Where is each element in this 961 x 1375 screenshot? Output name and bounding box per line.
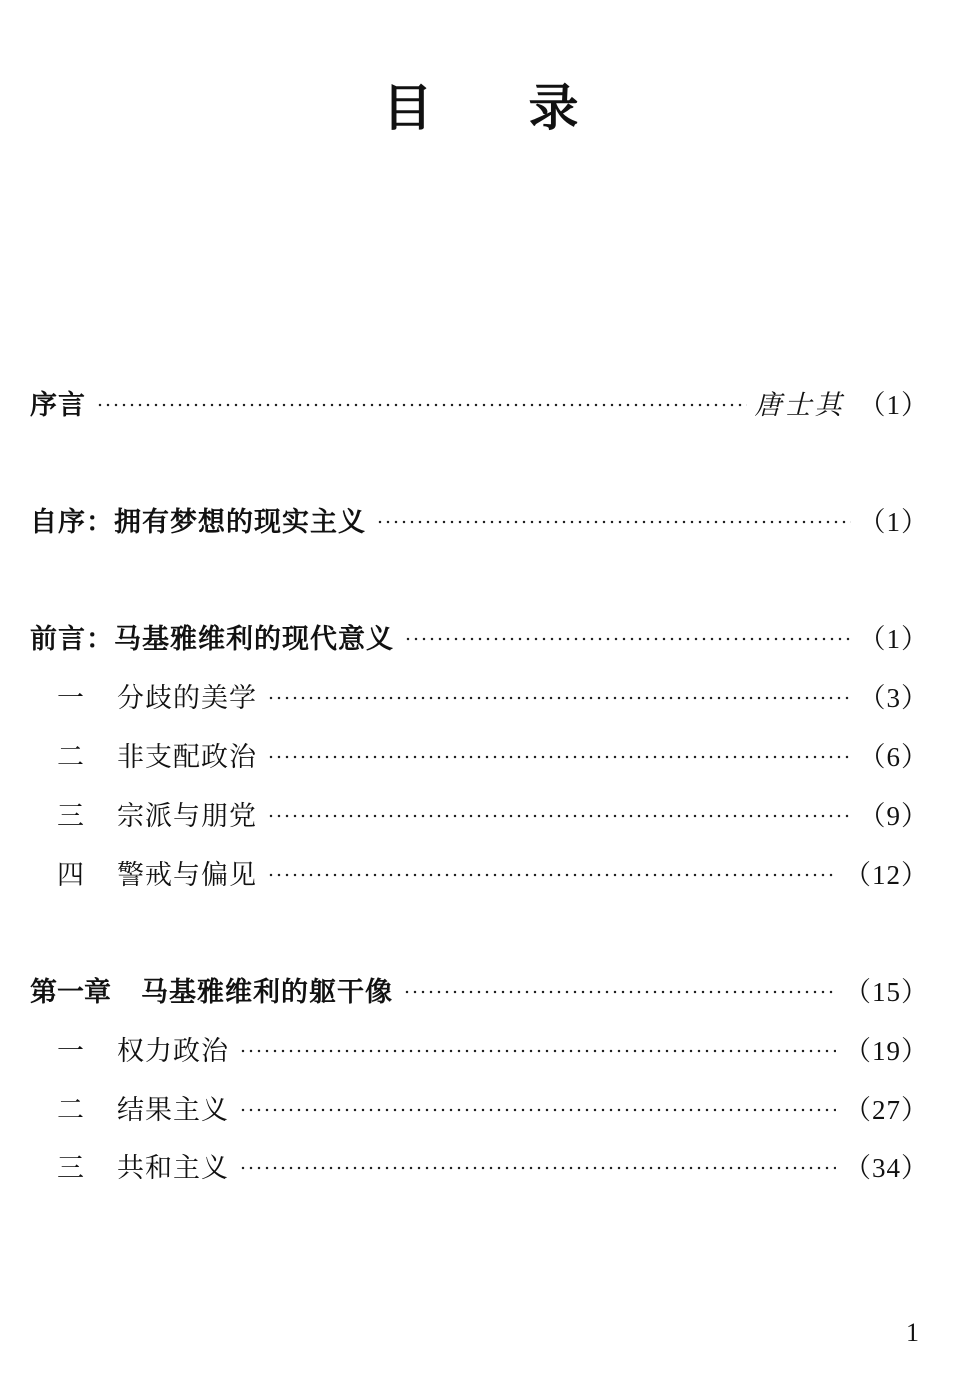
page-title	[0, 78, 961, 138]
toc-entry-label: 序言	[30, 389, 86, 421]
dot-leader	[267, 696, 851, 700]
dot-leader	[267, 755, 851, 759]
toc-entry-page: （34）	[844, 1152, 929, 1183]
toc-entry-page: （6）	[858, 741, 929, 772]
toc-entry-page: （3）	[858, 682, 929, 713]
toc-chapter-number: 第一章	[30, 976, 111, 1008]
toc-entry-foreword-4[interactable]	[0, 850, 961, 894]
page-number: 1	[906, 1318, 919, 1347]
toc-entry-page: （15）	[844, 976, 929, 1007]
toc-entry-foreword-3[interactable]	[0, 791, 961, 835]
dot-leader	[239, 1166, 836, 1170]
toc-entry-preface[interactable]	[0, 380, 961, 424]
dot-leader	[267, 814, 851, 818]
page-title-char: 录	[528, 79, 579, 137]
toc-entry-number: 一	[57, 682, 84, 714]
toc-entry-label: 分歧的美学	[117, 682, 257, 714]
toc-entry-chapter-1[interactable]	[0, 967, 961, 1011]
page-title-char: 目	[382, 79, 433, 137]
toc-entry-number: 四	[57, 859, 84, 891]
toc-entry-label: 结果主义	[117, 1094, 229, 1126]
dot-leader	[96, 403, 747, 407]
dot-leader	[403, 990, 836, 994]
dot-leader	[239, 1049, 836, 1053]
toc-entry-label: 马基雅维利的躯干像	[141, 976, 393, 1008]
toc-entry-number: 一	[57, 1035, 84, 1067]
toc-entry-label: 非支配政治	[117, 741, 257, 773]
toc-entry-page: （27）	[844, 1094, 929, 1125]
toc-entry-number: 二	[57, 741, 84, 773]
toc-entry-author: 唐士其	[754, 389, 845, 421]
dot-leader	[239, 1108, 836, 1112]
toc-entry-number: 三	[57, 1152, 84, 1184]
toc-entry-label: 权力政治	[117, 1035, 229, 1067]
toc-entry-page: （9）	[858, 800, 929, 831]
toc-entry-page: （1）	[858, 389, 929, 420]
toc-entry-label: 前言：马基雅维利的现代意义	[30, 623, 394, 655]
toc-entry-label: 宗派与朋党	[117, 800, 257, 832]
toc-entry-foreword[interactable]	[0, 614, 961, 658]
dot-leader	[404, 637, 851, 641]
toc-entry-label: 警戒与偏见	[117, 859, 257, 891]
toc-entry-label: 共和主义	[117, 1152, 229, 1184]
toc-entry-page: （1）	[858, 623, 929, 654]
toc-entry-foreword-1[interactable]	[0, 673, 961, 717]
toc-entry-chapter-1-1[interactable]	[0, 1026, 961, 1070]
toc-entry-number: 二	[57, 1094, 84, 1126]
toc-entry-page: （19）	[844, 1035, 929, 1066]
toc-entry-page: （12）	[844, 859, 929, 890]
dot-leader	[267, 873, 836, 877]
toc-entry-foreword-2[interactable]	[0, 732, 961, 776]
toc-entry-chapter-1-3[interactable]	[0, 1143, 961, 1187]
toc-entry-number: 三	[57, 800, 84, 832]
dot-leader	[376, 520, 851, 524]
toc-entry-chapter-1-2[interactable]	[0, 1085, 961, 1129]
toc-entry-label: 自序：拥有梦想的现实主义	[30, 506, 366, 538]
toc-entry-self-preface[interactable]	[0, 497, 961, 541]
toc-entry-page: （1）	[858, 506, 929, 537]
